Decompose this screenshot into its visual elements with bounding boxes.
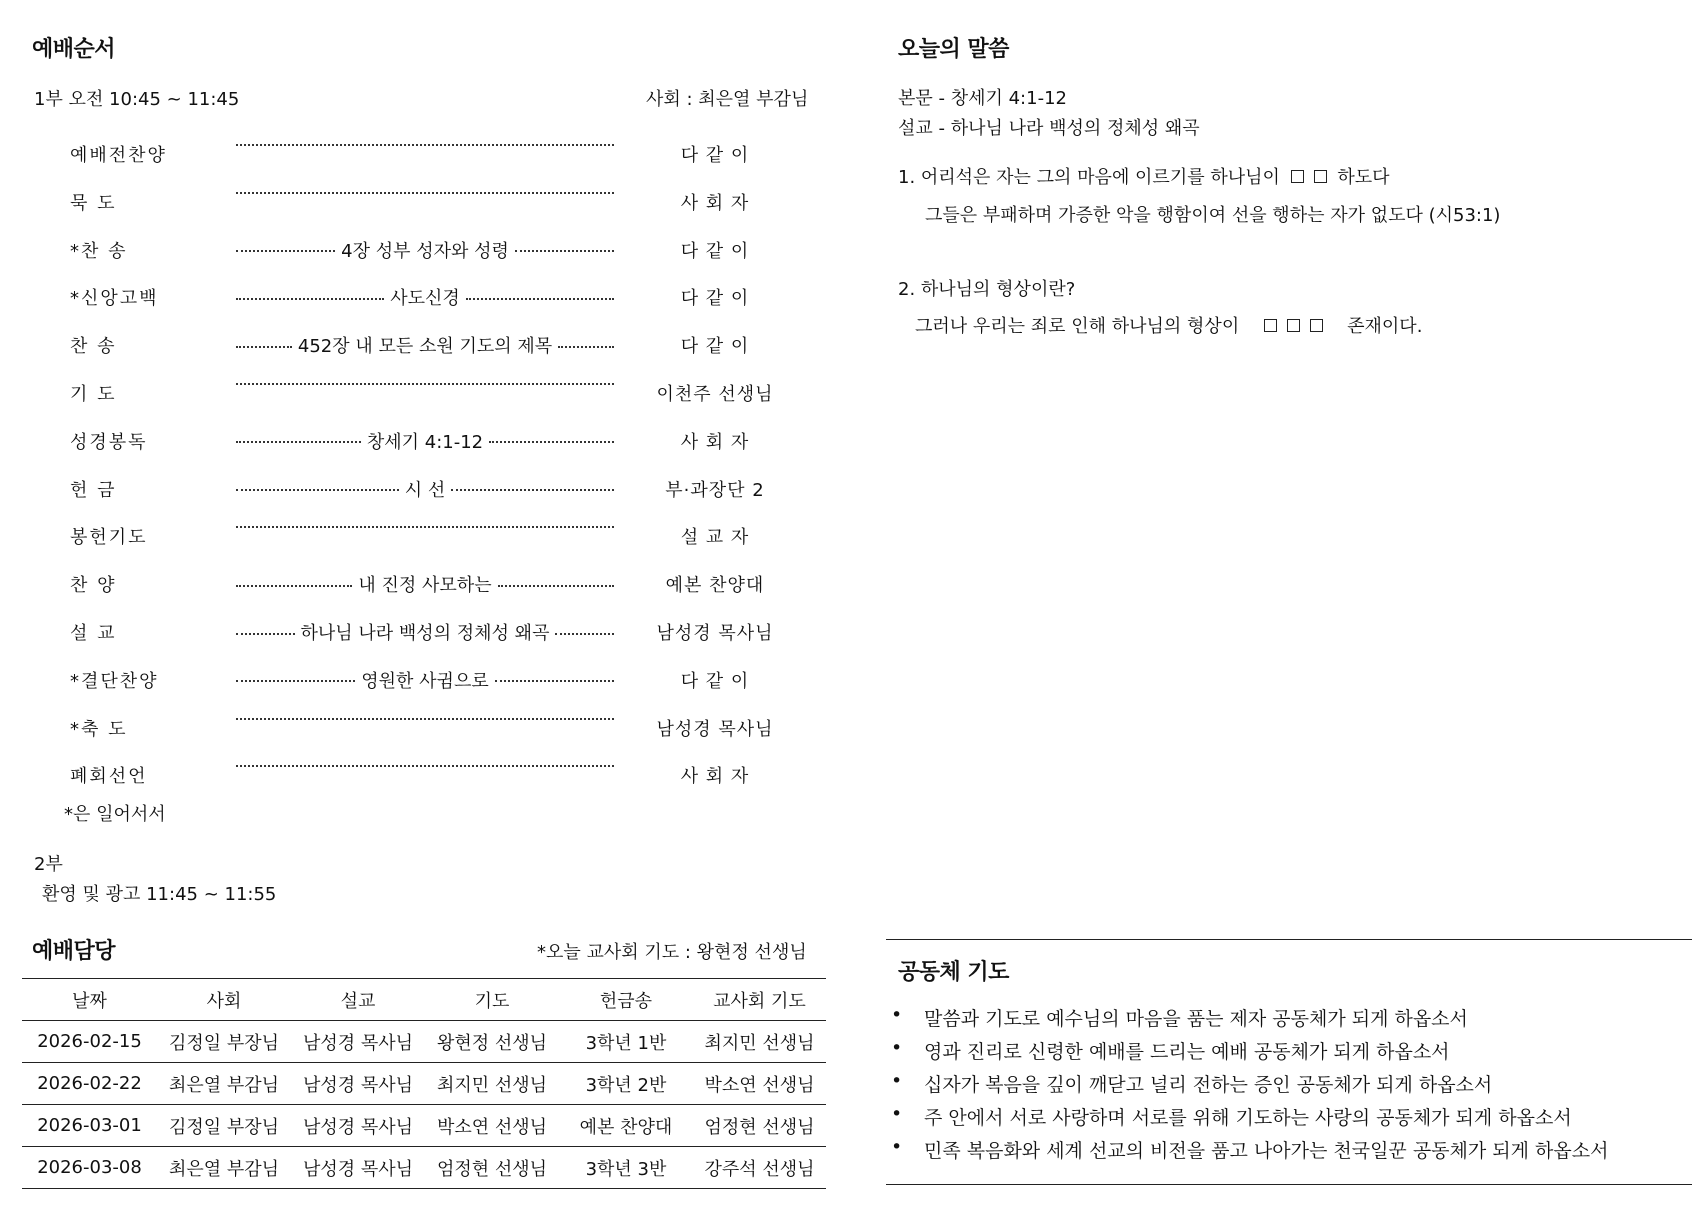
col-host: 사회 <box>206 990 242 1012</box>
cell-sermon: 남성경 목사님 <box>302 1116 414 1138</box>
order-item <box>70 428 810 454</box>
order-item-leader: 다 같 이 <box>680 240 750 262</box>
scripture-text: 본문 - 창세기 4:1-12 <box>898 88 1067 109</box>
order-item-leader: 사 회 자 <box>680 431 750 453</box>
order-item-leader-line <box>236 380 614 385</box>
order-item-leader: 다 같 이 <box>680 288 750 310</box>
order-item-detail: 4장 성부 성자와 성령 <box>341 240 509 262</box>
q1-after: 하도다 <box>1337 167 1390 188</box>
table-row <box>22 1063 826 1105</box>
order-item-name: 봉헌기도 <box>70 527 148 549</box>
cell-offering-song: 3학년 1반 <box>585 1032 667 1054</box>
order-item-leader: 남성경 목사님 <box>656 718 774 740</box>
order-item <box>70 715 810 741</box>
order-item-name: *찬 송 <box>70 240 128 262</box>
q2-after: 존재이다. <box>1347 316 1423 337</box>
teacher-prayer-note: *오늘 교사회 기도 : 왕현정 선생님 <box>537 942 807 963</box>
order-item-name: 찬 양 <box>70 575 117 597</box>
order-item-name: 성경봉독 <box>70 431 148 453</box>
prayer-text: 영과 진리로 신령한 예배를 드리는 예배 공동체가 되게 하옵소서 <box>924 1041 1450 1063</box>
order-item-leader: 사 회 자 <box>680 766 750 788</box>
service2-time: 환영 및 광고 11:45 ~ 11:55 <box>42 884 277 905</box>
order-item <box>70 189 810 215</box>
blank-box <box>1291 170 1304 183</box>
cell-host: 김정일 부장님 <box>168 1116 280 1138</box>
service1-time: 1부 오전 10:45 ~ 11:45 <box>34 89 240 110</box>
order-item-detail: 내 진정 사모하는 <box>358 575 492 597</box>
order-item-name: 헌 금 <box>70 479 117 501</box>
cell-date: 2026-02-22 <box>37 1073 142 1094</box>
prayer-text: 십자가 복음을 깊이 깨닫고 널리 전하는 증인 공동체가 되게 하옵소서 <box>924 1074 1493 1096</box>
table-row <box>22 1021 826 1063</box>
order-item-name: 폐회선언 <box>70 766 148 788</box>
order-item <box>70 237 810 263</box>
order-item-detail: 영원한 사귐으로 <box>361 670 489 692</box>
order-item-leader-line <box>236 619 614 645</box>
cell-teacher-prayer: 강주석 선생님 <box>704 1158 815 1180</box>
cell-teacher-prayer: 엄정현 선생님 <box>704 1116 815 1138</box>
divider-bottom <box>886 1184 1692 1185</box>
order-item <box>70 332 810 358</box>
order-item-detail: 시 선 <box>404 479 446 501</box>
blank-box <box>1310 319 1323 332</box>
order-item <box>70 619 810 645</box>
order-item-name: *축 도 <box>70 718 128 740</box>
order-item-name: 묵 도 <box>70 192 117 214</box>
cell-sermon: 남성경 목사님 <box>302 1032 414 1054</box>
list-item <box>888 1037 1608 1070</box>
sermon-name: 설교 - 하나님 나라 백성의 정체성 왜곡 <box>898 118 1200 139</box>
order-item <box>70 571 810 597</box>
cell-prayer: 엄정현 선생님 <box>436 1158 548 1180</box>
cell-host: 최은열 부감님 <box>168 1074 280 1096</box>
order-item-name: *신앙고백 <box>70 288 159 310</box>
order-item-detail: 452장 내 모든 소원 기도의 제목 <box>297 336 553 358</box>
order-item-detail: 창세기 4:1-12 <box>366 431 484 453</box>
service1-host: 사회 : 최은열 부감님 <box>646 89 809 110</box>
order-item-name: 예배전찬양 <box>70 145 167 166</box>
prayer-text: 민족 복음화와 세계 선교의 비전을 품고 나아가는 천국일꾼 공동체가 되게 하옵소서 <box>924 1140 1609 1162</box>
order-item-leader-line <box>236 667 614 693</box>
order-item-leader: 사 회 자 <box>680 192 750 214</box>
order-item-leader-line <box>236 476 614 502</box>
order-item-leader-line <box>236 523 614 528</box>
cell-teacher-prayer: 최지민 선생님 <box>704 1032 815 1054</box>
bullet-icon: • <box>891 1037 903 1059</box>
prayer-list <box>888 1004 1608 1169</box>
order-item-leader-line <box>236 141 614 146</box>
cell-date: 2026-02-15 <box>37 1031 142 1052</box>
order-item <box>70 667 810 693</box>
bullet-icon: • <box>891 1070 903 1092</box>
blank-box <box>1264 319 1277 332</box>
cell-offering-song: 예본 찬양대 <box>579 1116 673 1138</box>
cell-sermon: 남성경 목사님 <box>302 1158 414 1180</box>
prayer-text: 주 안에서 서로 사랑하며 서로를 위해 기도하는 사랑의 공동체가 되게 하옵소서 <box>924 1107 1572 1129</box>
service2-label: 2부 <box>34 854 63 875</box>
cell-sermon: 남성경 목사님 <box>302 1074 414 1096</box>
order-item-leader: 다 같 이 <box>680 145 750 166</box>
blank-box <box>1314 170 1327 183</box>
order-item-leader: 설 교 자 <box>680 527 750 549</box>
order-item-leader-line <box>236 332 614 358</box>
q2-before: 그러나 우리는 죄로 인해 하나님의 형상이 <box>915 316 1240 337</box>
order-title: 예배순서 <box>32 37 116 62</box>
order-item-leader-line <box>236 284 614 310</box>
order-item-name: 찬 송 <box>70 336 117 358</box>
order-item-name: 설 교 <box>70 623 117 644</box>
prayer-text: 말씀과 기도로 예수님의 마음을 품는 제자 공동체가 되게 하옵소서 <box>924 1008 1468 1030</box>
question-1 <box>898 163 1390 189</box>
bullet-icon: • <box>891 1103 903 1125</box>
list-item <box>888 1070 1608 1103</box>
cell-host: 김정일 부장님 <box>168 1032 280 1054</box>
order-item-leader-line <box>236 428 614 454</box>
cell-prayer: 최지민 선생님 <box>436 1074 548 1096</box>
community-title: 공동체 기도 <box>898 960 1009 985</box>
col-date: 날짜 <box>72 990 107 1012</box>
order-item-leader-line <box>236 189 614 194</box>
col-prayer: 기도 <box>474 990 510 1012</box>
sermon-title: 오늘의 말씀 <box>898 37 1009 62</box>
table-row <box>22 1147 826 1189</box>
cell-date: 2026-03-08 <box>37 1157 142 1178</box>
order-item <box>70 523 810 549</box>
col-teacher-prayer: 교사회 기도 <box>713 990 806 1012</box>
staff-title: 예배담당 <box>32 939 116 964</box>
order-item-leader: 부·과장단 2 <box>665 479 765 501</box>
bullet-icon: • <box>891 1136 903 1158</box>
order-item-leader: 이천주 선생님 <box>656 384 774 405</box>
order-item-leader: 다 같 이 <box>680 336 750 358</box>
list-item <box>888 1103 1608 1136</box>
order-item-leader-line <box>236 237 614 263</box>
standing-note: *은 일어서서 <box>64 804 166 825</box>
order-item <box>70 762 810 788</box>
order-item-leader: 다 같 이 <box>680 670 750 692</box>
order-item-name: 기 도 <box>70 384 117 405</box>
q1-before: 1. 어리석은 자는 그의 마음에 이르기를 하나님이 <box>898 167 1280 188</box>
list-item <box>888 1004 1608 1037</box>
cell-offering-song: 3학년 3반 <box>585 1158 667 1180</box>
order-item <box>70 380 810 406</box>
table-row <box>22 1105 826 1147</box>
order-item-leader-line <box>236 571 614 597</box>
order-item <box>70 141 810 167</box>
cell-date: 2026-03-01 <box>37 1115 142 1136</box>
staff-table-header <box>22 979 826 1021</box>
q1-reference: 그들은 부패하며 가증한 악을 행함이여 선을 행하는 자가 없도다 (시53:1) <box>925 205 1501 226</box>
col-offering-song: 헌금송 <box>599 990 653 1012</box>
cell-teacher-prayer: 박소연 선생님 <box>704 1074 815 1096</box>
blank-box <box>1287 319 1300 332</box>
order-item-detail: 하나님 나라 백성의 정체성 왜곡 <box>300 623 550 644</box>
order-item <box>70 476 810 502</box>
col-sermon: 설교 <box>340 990 376 1012</box>
list-item <box>888 1136 1608 1169</box>
order-item-leader-line <box>236 762 614 767</box>
question-2: 2. 하나님의 형상이란? <box>898 279 1076 300</box>
order-item-leader-line <box>236 715 614 720</box>
cell-host: 최은열 부감님 <box>168 1158 280 1180</box>
staff-table <box>22 978 826 1189</box>
divider-top <box>886 939 1692 940</box>
order-item-leader: 남성경 목사님 <box>656 623 774 644</box>
order-item-leader: 예본 찬양대 <box>665 575 765 597</box>
question-2-fill <box>915 312 1422 338</box>
cell-prayer: 박소연 선생님 <box>436 1116 548 1138</box>
cell-offering-song: 3학년 2반 <box>585 1074 667 1096</box>
order-item <box>70 284 810 310</box>
order-item-name: *결단찬양 <box>70 670 159 692</box>
cell-prayer: 왕현정 선생님 <box>436 1032 548 1054</box>
order-item-detail: 사도신경 <box>390 288 460 310</box>
bullet-icon: • <box>891 1004 903 1026</box>
